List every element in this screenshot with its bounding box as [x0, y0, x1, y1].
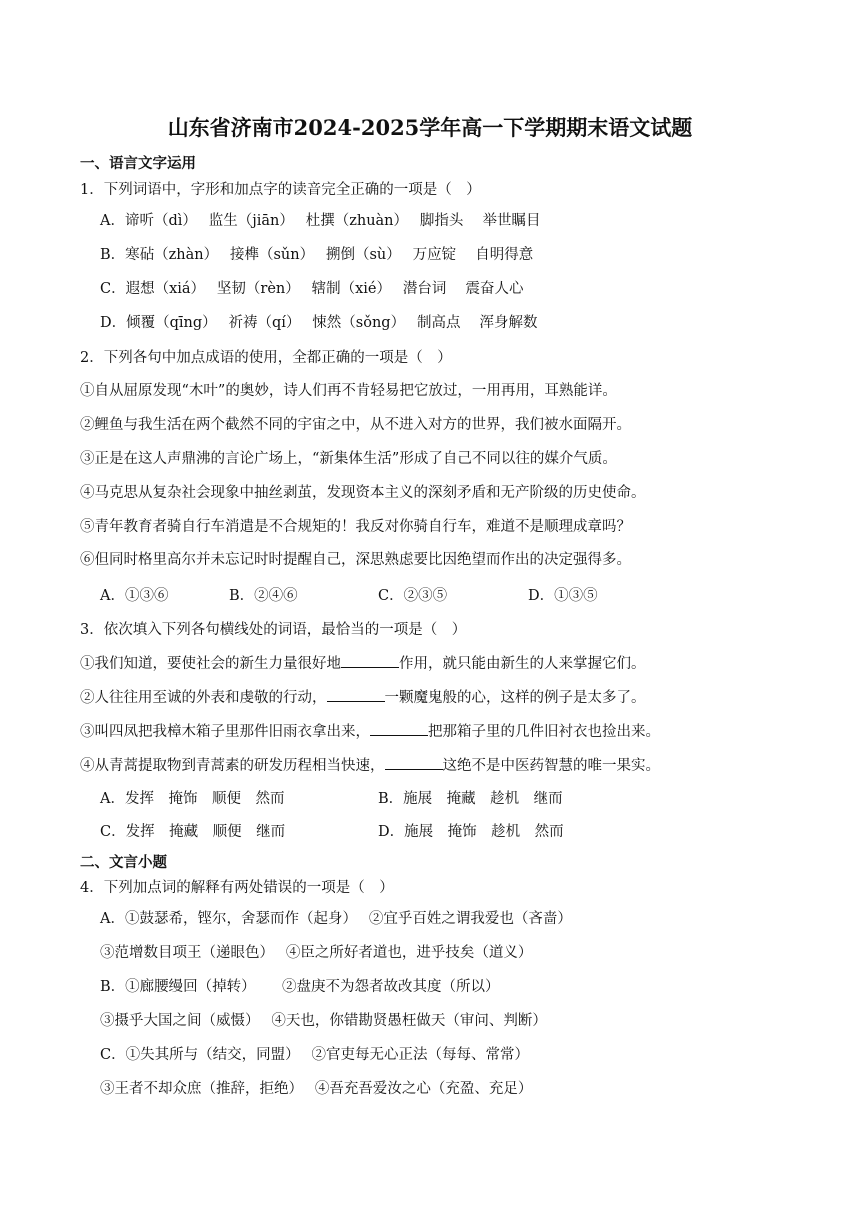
- q3-stem: 3．依次填入下列各句横线处的词语，最恰当的一项是（ ）: [80, 622, 467, 638]
- q4-option-a-line-1: A．①鼓瑟希，铿尔，舍瑟而作（起身） ②宜乎百姓之谓我爱也（吝啬）: [100, 911, 572, 927]
- q3-sentence-3-part-b: 把那箱子里的几件旧衬衣也捡出来。: [428, 724, 660, 740]
- q3-sentence-3-part-a: ③叫四凤把我樟木箱子里那件旧雨衣拿出来，: [80, 724, 370, 740]
- q3-sentence-3: [80, 723, 660, 741]
- q3-sentence-4-part-b: 这绝不是中医药智慧的唯一果实。: [442, 758, 660, 774]
- q3-sentence-2-part-a: ②人往往用至诚的外表和虔敬的行动，: [80, 690, 327, 706]
- q1-stem: 1．下列词语中，字形和加点字的读音完全正确的一项是（ ）: [80, 182, 481, 198]
- q2-option-d: D．①③⑤: [528, 588, 598, 604]
- q1-option-c: C．遐想（xiá） 坚韧（rèn） 辖制（xié） 潜台词 震奋人心: [100, 281, 524, 297]
- q2-sentence-3: ③正是在这人声鼎沸的言论广场上，“新集体生活”形成了自己不同以往的媒介气质。: [80, 451, 617, 467]
- q3-option-a: A．发挥 掩饰 顺便 然而: [100, 791, 285, 807]
- section-heading-1: 一、语言文字运用: [80, 155, 196, 172]
- q4-stem: 4．下列加点词的解释有两处错误的一项是（ ）: [80, 880, 394, 896]
- q1-option-a: A．谛听（dì） 监生（jiān） 杜撰（zhuàn） 脚指头 举世瞩目: [100, 213, 541, 229]
- q3-sentence-2-part-b: 一颗魔鬼般的心，这样的例子是太多了。: [384, 690, 646, 706]
- q4-option-c-line-2: ③王者不却众庶（推辞，拒绝） ④吾充吾爱汝之心（充盈、充足）: [100, 1081, 533, 1097]
- answer-blank: [327, 689, 385, 702]
- q2-stem: 2．下列各句中加点成语的使用，全都正确的一项是（ ）: [80, 350, 452, 366]
- answer-blank: [385, 757, 443, 770]
- q2-sentence-4: ④马克思从复杂社会现象中抽丝剥茧，发现资本主义的深刻矛盾和无产阶级的历史使命。: [80, 485, 646, 501]
- q3-sentence-1-part-b: 作用，就只能由新生的人来掌握它们。: [399, 656, 646, 672]
- q3-sentence-1-part-a: ①我们知道，要使社会的新生力量很好地: [80, 656, 341, 672]
- q3-sentence-4: [80, 757, 660, 775]
- q2-option-b: B．②④⑥: [229, 588, 298, 604]
- answer-blank: [341, 655, 399, 668]
- answer-blank: [370, 723, 428, 736]
- q2-sentence-1: ①自从屈原发现“木叶”的奥妙，诗人们再不肯轻易把它放过，一用再用，耳熟能详。: [80, 383, 617, 399]
- q3-option-c: C．发挥 掩藏 顺便 继而: [100, 824, 286, 840]
- q2-option-a: A．①③⑥: [100, 588, 169, 604]
- q4-option-a-line-2: ③范增数目项王（递眼色） ④臣之所好者道也，进乎技矣（道义）: [100, 945, 533, 961]
- q2-sentence-6: ⑥但同时格里高尔并未忘记时时提醒自己，深思熟虑要比因绝望而作出的决定强得多。: [80, 552, 631, 568]
- q1-option-d: D．倾覆（qīng） 祈祷（qí） 悚然（sǒng） 制高点 浑身解数: [100, 315, 538, 331]
- q2-sentence-2: ②鲤鱼与我生活在两个截然不同的宇宙之中，从不进入对方的世界，我们被水面隔开。: [80, 417, 631, 433]
- q4-option-b-line-2: ③摄乎大国之间（威慑） ④天也，你错勘贤愚枉做天（审问、判断）: [100, 1013, 547, 1029]
- page-title: 山东省济南市2024-2025学年高一下学期期末语文试题: [167, 115, 693, 140]
- q3-option-d: D．施展 掩饰 趁机 然而: [378, 824, 564, 840]
- section-heading-2: 二、文言小题: [80, 854, 167, 871]
- q3-sentence-1: [80, 655, 646, 673]
- q2-sentence-5: ⑤青年教育者骑自行车消遣是不合规矩的！我反对你骑自行车，难道不是顺理成章吗？: [80, 519, 631, 535]
- q3-sentence-4-part-a: ④从青蒿提取物到青蒿素的研发历程相当快速，: [80, 758, 385, 774]
- q4-option-b-line-1: B．①廊腰缦回（掉转） ②盘庚不为怨者故改其度（所以）: [100, 979, 500, 995]
- q2-option-c: C．②③⑤: [378, 588, 448, 604]
- q4-option-c-line-1: C．①失其所与（结交，同盟） ②官吏每无心正法（每每、常常）: [100, 1047, 529, 1063]
- q1-option-b: B．寒砧（zhàn） 接榫（sǔn） 搠倒（sù） 万应锭 自明得意: [100, 247, 534, 263]
- q3-option-b: B．施展 掩藏 趁机 继而: [378, 791, 563, 807]
- q3-sentence-2: [80, 689, 646, 707]
